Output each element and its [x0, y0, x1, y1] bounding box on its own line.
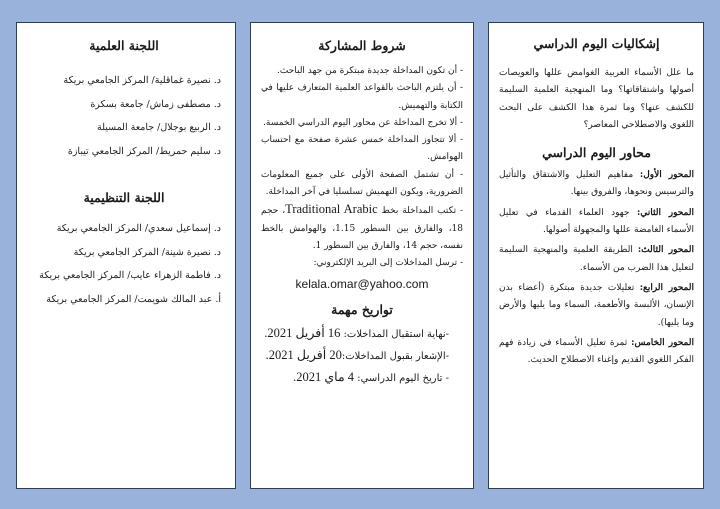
axis-text: مفاهيم التعليل والاشتقاق والتأثيل والترسيس ونحوها، والفروق بينها. — [499, 170, 694, 198]
committee-member: د. نصيرة شينة/ المركز الجامعي بريكة — [73, 246, 221, 258]
committee-member: د. مصطفى زماش/ جامعة بسكرة — [90, 98, 221, 110]
axis-item — [499, 167, 694, 202]
date-label: - تاريخ اليوم الدراسي: — [354, 372, 449, 384]
axis-item — [499, 335, 694, 370]
font-condition-pre: - تكتب المداخلة بخط — [377, 206, 463, 217]
date-label: -الإشعار بقبول المداخلات: — [341, 350, 449, 362]
committee-member: د. الربيع بوجلال/ جامعة المسيلة — [96, 122, 221, 133]
axis-text: الطريقة العلمية والمنهجية السليمة لتعليل هذا الضرب من الأسماء. — [499, 245, 694, 273]
axis-item — [499, 205, 694, 240]
axis-text: جهود العلماء القدماء في تعليل الأسماء الغامضة عللها والمجهولة أصولها. — [499, 207, 694, 236]
axis-text: تعليلات جديدة مبتكرة (أعضاء بدن الإنسان، الألبسة والأطعمة، السماء وما يليها والأرض وما يليها). — [499, 282, 694, 328]
scientific-committee-title: اللجنة العلمية — [89, 38, 159, 53]
date-value: 16 أفريل 2021. — [264, 325, 341, 340]
conditions-panel — [250, 22, 474, 489]
committee-member: د. فاطمة الزهراء عايب/ المركز الجامعي بريكة — [39, 270, 221, 281]
axes-title: محاور اليوم الدراسي — [542, 145, 651, 161]
font-name: Traditional Arabic — [285, 202, 378, 217]
axis-text: ثمرة تعليل الأسماء في زيادة فهم الفكر اللغوي القديم وإغناء الاصطلاح الحديث. — [499, 337, 694, 366]
date-item — [261, 367, 463, 389]
date-label: -نهاية استقبال المداخلات: — [340, 328, 449, 340]
condition-item: - أن تكون المداخلة جديدة مبتكرة من جهد الباحث. — [276, 66, 463, 76]
axis-item — [499, 242, 694, 277]
font-condition-post: ، حجم 18، والفارق بين السطور 1.15، والهوامش بالخط نفسه، حجم 14، والفارق بين السطور 1. — [261, 206, 463, 251]
email-link[interactable]: kelala.omar@yahoo.com — [295, 276, 429, 291]
axis-label: المحور الرابع: — [639, 282, 694, 293]
date-item — [261, 323, 463, 345]
font-condition — [261, 201, 463, 255]
problematic-text: ما علل الأسماء العربية الغوامض عللها والعويصات أصولها واشتقاقاتها؟ وما المنهجية العلمية السليمة للكشف عنها؟ وما ثمرة هذا الكشف على البحث اللغوي والاصطلاحي المعاصر؟ — [499, 68, 694, 130]
conditions-title: شروط المشاركة — [318, 38, 406, 53]
email-label: - ترسل المداخلات إلى البريد الإلكتروني: — [313, 258, 463, 269]
committee-member: د. إسماعيل سعدي/ المركز الجامعي بريكة — [56, 223, 221, 234]
date-value: 20 أفريل 2021. — [265, 347, 342, 362]
committee-member: أ. عبد المالك شويمت/ المركز الجامعي بريكة — [46, 293, 221, 305]
condition-item: - ألا تتجاوز المداخلة خمس عشرة صفحة مع احتساب الهوامش. — [261, 135, 463, 163]
date-value: 4 ماي 2021. — [293, 369, 355, 384]
committee-member: د. نصيرة غماقلية/ المركز الجامعي بريكة — [63, 75, 221, 86]
scientific-committee-list — [27, 69, 221, 163]
committees-panel — [16, 22, 236, 489]
condition-item: - ألا تخرج المداخلة عن محاور اليوم الدراسي الخمسة. — [263, 117, 463, 128]
problematic-title: إشكاليات اليوم الدراسي — [533, 36, 660, 51]
problematic-axes-panel — [488, 22, 704, 489]
organizing-committee-title: اللجنة التنظيمية — [83, 190, 165, 205]
axis-item — [499, 280, 694, 332]
axis-label: المحور الثالث: — [637, 245, 694, 256]
dates-title: تواريخ مهمة — [331, 301, 393, 317]
axis-label: المحور الثاني: — [636, 207, 694, 218]
date-item — [261, 345, 463, 367]
committee-member: د. سليم حمريط/ المركز الجامعي تيبازة — [67, 145, 221, 157]
axis-label: المحور الأول: — [639, 170, 695, 181]
axis-label: المحور الخامس: — [631, 337, 695, 348]
condition-item: - أن يلتزم الباحث بالقواعد العلمية المتعارف عليها في الكتابة والتهميش. — [261, 83, 463, 111]
condition-item: - أن تشتمل الصفحة الأولى على جميع المعلومات الضرورية، ويكون التهميش تسلسليا في آخر المداخلة. — [261, 169, 463, 198]
organizing-committee-list — [27, 217, 221, 311]
